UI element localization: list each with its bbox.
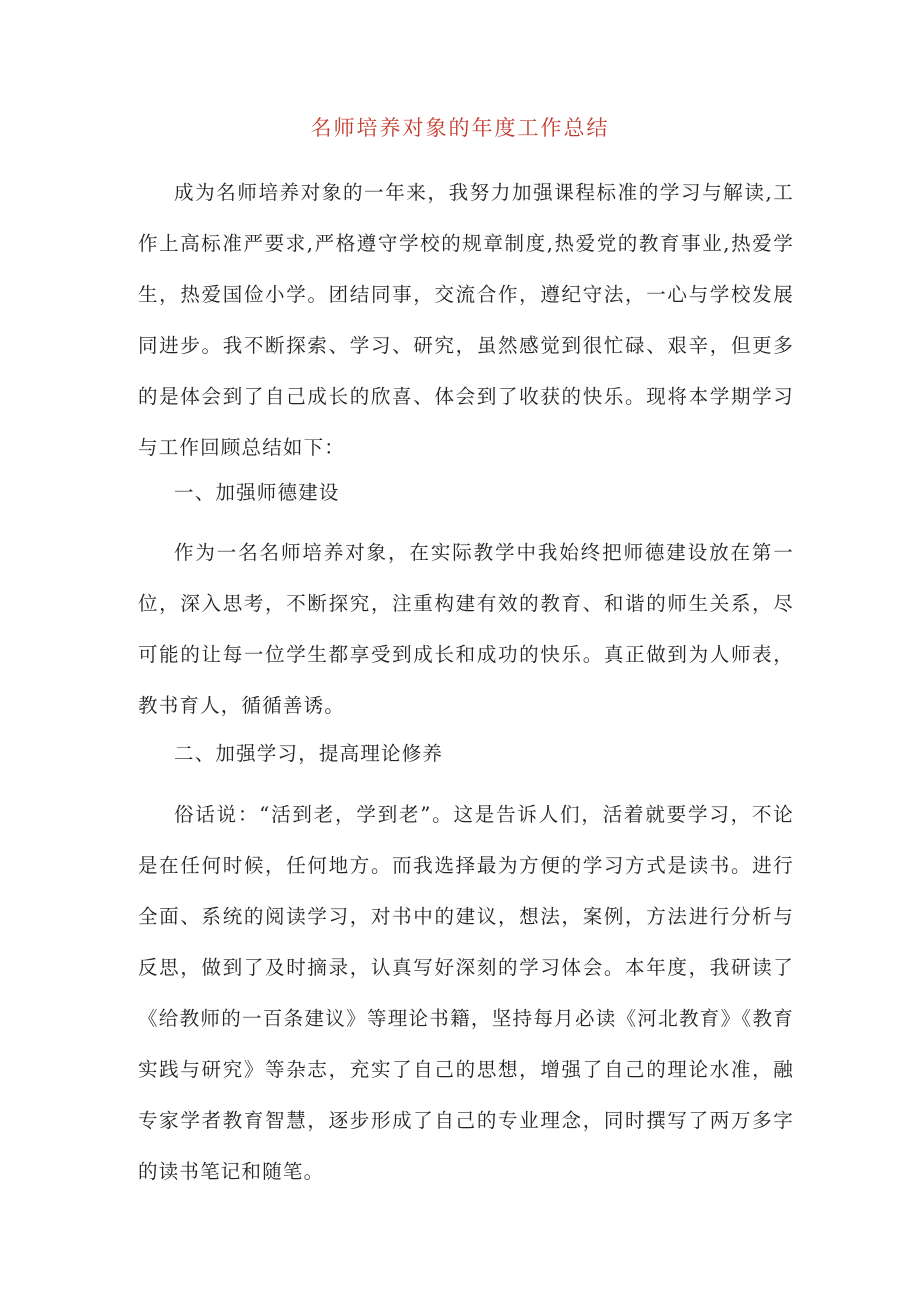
intro-paragraph: 成为名师培养对象的一年来，我努力加强课程标准的学习与解读,工作上高标准严要求,严格遵守学校的规章制度,热爱党的教育事业,热爱学生，热爱国俭小学。团结同事，交流合作，遵纪守法，一心与学校发展同进步。我不断探索、学习、研究，虽然感觉到很忙碌、艰辛，但更多的是体会到了自己成长的欣喜、体会到了收获的快乐。现将本学期学习与工作回顾总结如下：: [138, 181, 794, 459]
section-heading-1: 一、加强师德建设: [174, 481, 340, 504]
section-paragraph-1: 作为一名名师培养对象，在实际教学中我始终把师德建设放在第一位，深入思考，不断探究，注重构建有效的教育、和谐的师生关系，尽可能的让每一位学生都享受到成长和成功的快乐。真正做到为人师表，教书育人，循循善诱。: [138, 541, 794, 717]
document-title: 名师培养对象的年度工作总结: [310, 116, 610, 140]
section-heading-2: 二、加强学习，提高理论修养: [174, 742, 444, 765]
section-paragraph-2: 俗话说：“活到老，学到老”。这是告诉人们，活着就要学习，不论是在任何时候，任何地方。而我选择最为方便的学习方式是读书。进行全面、系统的阅读学习，对书中的建议，想法，案例，方法进行分析与反思，做到了及时摘录，认真写好深刻的学习体会。本年度，我研读了《给教师的一百条建议》等理论书籍，坚持每月必读《河北教育》《教育实践与研究》等杂志，充实了自己的思想，增强了自己的理论水准，融专家学者教育智慧，逐步形成了自己的专业理念，同时撰写了两万多字的读书笔记和随笔。: [138, 803, 794, 1183]
